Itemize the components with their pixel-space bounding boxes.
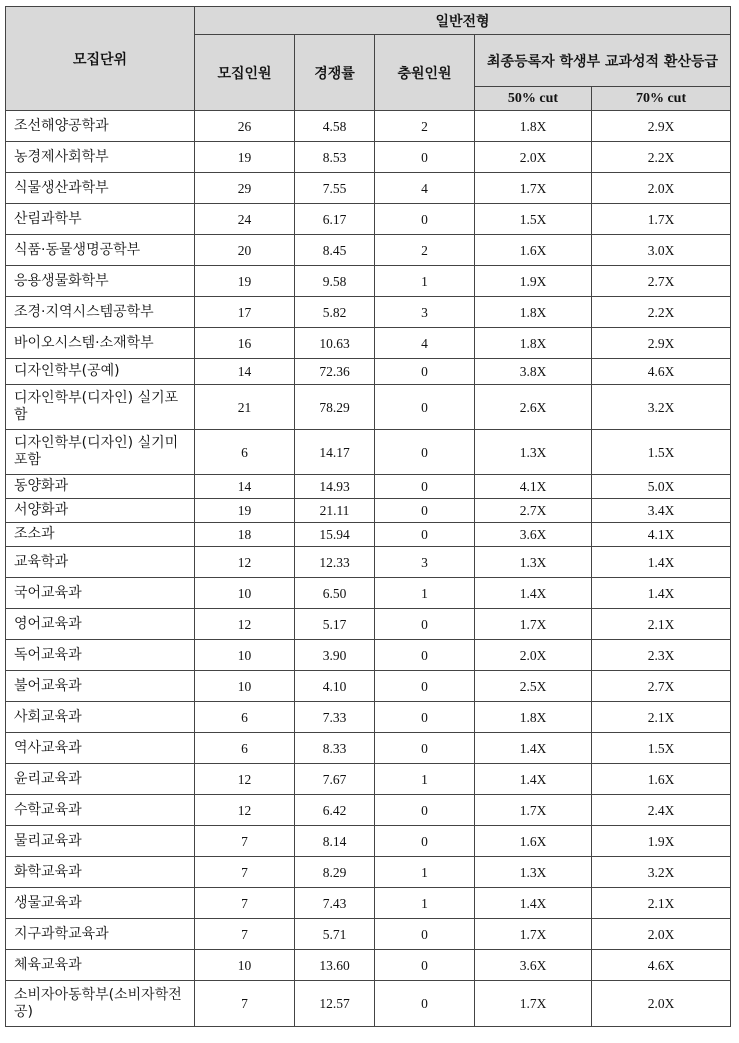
- cell-cut70: 3.2X: [592, 857, 731, 888]
- cell-recruit: 7: [195, 857, 295, 888]
- cell-cut70: 2.9X: [592, 111, 731, 142]
- table-row: [6, 111, 731, 142]
- cell-recruit: 7: [195, 919, 295, 950]
- table-row: [6, 702, 731, 733]
- table-row: [6, 359, 731, 385]
- cell-unit: 소비자아동학부(소비자학전공): [6, 981, 195, 1027]
- cell-unit: 농경제사회학부: [6, 142, 195, 173]
- cell-recruit: 12: [195, 795, 295, 826]
- table-row: [6, 640, 731, 671]
- cell-cut50: 1.3X: [475, 430, 592, 475]
- cell-unit: 지구과학교육과: [6, 919, 195, 950]
- table-row: [6, 950, 731, 981]
- cell-competition: 8.33: [295, 733, 375, 764]
- cell-additional: 4: [375, 328, 475, 359]
- table-row: [6, 733, 731, 764]
- cell-cut50: 1.4X: [475, 764, 592, 795]
- cell-cut70: 2.2X: [592, 142, 731, 173]
- cell-cut70: 5.0X: [592, 475, 731, 499]
- cell-additional: 0: [375, 523, 475, 547]
- cell-recruit: 7: [195, 826, 295, 857]
- cell-recruit: 6: [195, 733, 295, 764]
- table-row: [6, 173, 731, 204]
- cell-competition: 7.33: [295, 702, 375, 733]
- table-body: [6, 111, 731, 1027]
- table-row: [6, 235, 731, 266]
- cell-cut50: 1.6X: [475, 826, 592, 857]
- cell-unit: 조선해양공학과: [6, 111, 195, 142]
- table-row: [6, 142, 731, 173]
- cell-cut50: 1.8X: [475, 328, 592, 359]
- cell-unit: 식품·동물생명공학부: [6, 235, 195, 266]
- cell-cut70: 2.9X: [592, 328, 731, 359]
- cell-cut50: 1.8X: [475, 111, 592, 142]
- cell-cut50: 1.8X: [475, 702, 592, 733]
- table-row: [6, 578, 731, 609]
- cell-cut50: 3.6X: [475, 523, 592, 547]
- cell-competition: 4.58: [295, 111, 375, 142]
- cell-unit: 디자인학부(공예): [6, 359, 195, 385]
- cell-additional: 0: [375, 475, 475, 499]
- cell-cut70: 4.6X: [592, 359, 731, 385]
- cell-unit: 체육교육과: [6, 950, 195, 981]
- cell-recruit: 12: [195, 764, 295, 795]
- cell-cut70: 2.7X: [592, 266, 731, 297]
- table-row: [6, 297, 731, 328]
- cell-recruit: 12: [195, 609, 295, 640]
- header-cut50: 50% cut: [475, 87, 592, 111]
- table-row: [6, 609, 731, 640]
- cell-recruit: 10: [195, 578, 295, 609]
- cell-unit: 조경·지역시스템공학부: [6, 297, 195, 328]
- cell-additional: 0: [375, 919, 475, 950]
- cell-cut50: 1.4X: [475, 888, 592, 919]
- table-row: [6, 547, 731, 578]
- cell-competition: 4.10: [295, 671, 375, 702]
- cell-additional: 1: [375, 266, 475, 297]
- cell-recruit: 20: [195, 235, 295, 266]
- header-competition: 경쟁률: [295, 35, 375, 111]
- cell-cut50: 1.8X: [475, 297, 592, 328]
- cell-competition: 21.11: [295, 499, 375, 523]
- cell-additional: 2: [375, 235, 475, 266]
- cell-unit: 서양화과: [6, 499, 195, 523]
- cell-unit: 산림과학부: [6, 204, 195, 235]
- cell-competition: 9.58: [295, 266, 375, 297]
- table-row: [6, 888, 731, 919]
- cell-competition: 8.14: [295, 826, 375, 857]
- cell-additional: 1: [375, 857, 475, 888]
- cell-unit: 바이오시스템·소재학부: [6, 328, 195, 359]
- cell-unit: 생물교육과: [6, 888, 195, 919]
- cell-competition: 3.90: [295, 640, 375, 671]
- cell-cut50: 3.8X: [475, 359, 592, 385]
- cell-additional: 1: [375, 578, 475, 609]
- cell-competition: 5.71: [295, 919, 375, 950]
- table-row: [6, 385, 731, 430]
- cell-additional: 0: [375, 142, 475, 173]
- cell-unit: 응용생물화학부: [6, 266, 195, 297]
- cell-cut70: 2.0X: [592, 981, 731, 1027]
- cell-recruit: 10: [195, 640, 295, 671]
- cell-cut70: 4.6X: [592, 950, 731, 981]
- table-row: [6, 919, 731, 950]
- cell-competition: 8.29: [295, 857, 375, 888]
- cell-unit: 윤리교육과: [6, 764, 195, 795]
- cell-competition: 13.60: [295, 950, 375, 981]
- cell-recruit: 7: [195, 981, 295, 1027]
- table-row: [6, 328, 731, 359]
- table-row: [6, 857, 731, 888]
- cell-cut70: 1.4X: [592, 547, 731, 578]
- cell-cut70: 3.4X: [592, 499, 731, 523]
- cell-additional: 0: [375, 795, 475, 826]
- cell-cut70: 3.2X: [592, 385, 731, 430]
- cell-additional: 0: [375, 359, 475, 385]
- admission-table: [5, 6, 731, 1027]
- cell-competition: 78.29: [295, 385, 375, 430]
- cell-competition: 8.45: [295, 235, 375, 266]
- header-cut70: 70% cut: [592, 87, 731, 111]
- cell-competition: 10.63: [295, 328, 375, 359]
- cell-recruit: 19: [195, 499, 295, 523]
- cell-recruit: 18: [195, 523, 295, 547]
- cell-recruit: 10: [195, 950, 295, 981]
- cell-cut50: 1.3X: [475, 547, 592, 578]
- cell-cut70: 2.4X: [592, 795, 731, 826]
- cell-cut50: 2.6X: [475, 385, 592, 430]
- cell-recruit: 10: [195, 671, 295, 702]
- cell-cut70: 1.4X: [592, 578, 731, 609]
- cell-unit: 교육학과: [6, 547, 195, 578]
- table-row: [6, 266, 731, 297]
- cell-recruit: 7: [195, 888, 295, 919]
- table-row: [6, 204, 731, 235]
- cell-cut50: 1.3X: [475, 857, 592, 888]
- cell-cut50: 1.7X: [475, 609, 592, 640]
- cell-cut50: 2.0X: [475, 142, 592, 173]
- table-row: [6, 430, 731, 475]
- cell-cut50: 1.4X: [475, 578, 592, 609]
- cell-recruit: 26: [195, 111, 295, 142]
- cell-recruit: 6: [195, 430, 295, 475]
- cell-competition: 12.57: [295, 981, 375, 1027]
- cell-cut70: 1.5X: [592, 430, 731, 475]
- cell-additional: 0: [375, 826, 475, 857]
- cell-cut70: 2.0X: [592, 919, 731, 950]
- cell-cut70: 2.2X: [592, 297, 731, 328]
- cell-cut50: 2.7X: [475, 499, 592, 523]
- cell-additional: 0: [375, 430, 475, 475]
- cell-cut50: 1.7X: [475, 919, 592, 950]
- cell-recruit: 14: [195, 475, 295, 499]
- cell-cut70: 2.1X: [592, 888, 731, 919]
- table-header: [6, 7, 731, 111]
- table-row: [6, 826, 731, 857]
- cell-cut50: 1.4X: [475, 733, 592, 764]
- table-row: [6, 671, 731, 702]
- cell-cut50: 4.1X: [475, 475, 592, 499]
- cell-additional: 0: [375, 950, 475, 981]
- cell-unit: 화학교육과: [6, 857, 195, 888]
- cell-competition: 15.94: [295, 523, 375, 547]
- cell-competition: 7.67: [295, 764, 375, 795]
- header-grade: 최종등록자 학생부 교과성적 환산등급: [475, 35, 731, 87]
- cell-unit: 조소과: [6, 523, 195, 547]
- cell-recruit: 29: [195, 173, 295, 204]
- cell-cut70: 3.0X: [592, 235, 731, 266]
- cell-additional: 3: [375, 297, 475, 328]
- cell-cut50: 1.7X: [475, 173, 592, 204]
- cell-competition: 6.42: [295, 795, 375, 826]
- cell-cut70: 2.1X: [592, 609, 731, 640]
- cell-additional: 0: [375, 702, 475, 733]
- cell-recruit: 19: [195, 266, 295, 297]
- cell-cut70: 2.7X: [592, 671, 731, 702]
- cell-additional: 0: [375, 733, 475, 764]
- cell-competition: 6.17: [295, 204, 375, 235]
- cell-unit: 영어교육과: [6, 609, 195, 640]
- cell-competition: 12.33: [295, 547, 375, 578]
- cell-competition: 8.53: [295, 142, 375, 173]
- cell-additional: 1: [375, 888, 475, 919]
- cell-cut50: 1.6X: [475, 235, 592, 266]
- cell-cut70: 1.5X: [592, 733, 731, 764]
- cell-competition: 6.50: [295, 578, 375, 609]
- cell-additional: 0: [375, 981, 475, 1027]
- cell-additional: 0: [375, 499, 475, 523]
- table-row: [6, 523, 731, 547]
- cell-competition: 14.17: [295, 430, 375, 475]
- cell-competition: 72.36: [295, 359, 375, 385]
- cell-competition: 5.82: [295, 297, 375, 328]
- cell-cut70: 2.3X: [592, 640, 731, 671]
- cell-unit: 물리교육과: [6, 826, 195, 857]
- cell-cut50: 3.6X: [475, 950, 592, 981]
- cell-cut70: 2.1X: [592, 702, 731, 733]
- cell-cut50: 1.5X: [475, 204, 592, 235]
- cell-additional: 0: [375, 204, 475, 235]
- cell-unit: 국어교육과: [6, 578, 195, 609]
- cell-additional: 0: [375, 640, 475, 671]
- cell-additional: 1: [375, 764, 475, 795]
- header-unit: 모집단위: [6, 7, 195, 111]
- table-row: [6, 475, 731, 499]
- cell-recruit: 6: [195, 702, 295, 733]
- cell-competition: 14.93: [295, 475, 375, 499]
- cell-cut50: 1.7X: [475, 981, 592, 1027]
- cell-cut50: 1.9X: [475, 266, 592, 297]
- header-group: 일반전형: [195, 7, 731, 35]
- header-additional: 충원인원: [375, 35, 475, 111]
- header-recruit: 모집인원: [195, 35, 295, 111]
- cell-unit: 수학교육과: [6, 795, 195, 826]
- table-row: [6, 764, 731, 795]
- cell-unit: 디자인학부(디자인) 실기포함: [6, 385, 195, 430]
- cell-recruit: 14: [195, 359, 295, 385]
- cell-unit: 사회교육과: [6, 702, 195, 733]
- cell-cut70: 1.7X: [592, 204, 731, 235]
- cell-additional: 3: [375, 547, 475, 578]
- table-row: [6, 981, 731, 1027]
- cell-recruit: 17: [195, 297, 295, 328]
- table-row: [6, 499, 731, 523]
- cell-unit: 불어교육과: [6, 671, 195, 702]
- cell-additional: 4: [375, 173, 475, 204]
- cell-cut70: 4.1X: [592, 523, 731, 547]
- cell-unit: 역사교육과: [6, 733, 195, 764]
- cell-additional: 0: [375, 671, 475, 702]
- cell-cut50: 2.5X: [475, 671, 592, 702]
- cell-cut70: 1.9X: [592, 826, 731, 857]
- cell-cut50: 1.7X: [475, 795, 592, 826]
- table-row: [6, 795, 731, 826]
- cell-competition: 7.43: [295, 888, 375, 919]
- cell-cut70: 2.0X: [592, 173, 731, 204]
- cell-unit: 독어교육과: [6, 640, 195, 671]
- cell-recruit: 24: [195, 204, 295, 235]
- cell-recruit: 16: [195, 328, 295, 359]
- cell-additional: 0: [375, 385, 475, 430]
- cell-additional: 2: [375, 111, 475, 142]
- cell-recruit: 12: [195, 547, 295, 578]
- cell-recruit: 19: [195, 142, 295, 173]
- cell-competition: 5.17: [295, 609, 375, 640]
- cell-recruit: 21: [195, 385, 295, 430]
- cell-unit: 식물생산과학부: [6, 173, 195, 204]
- cell-additional: 0: [375, 609, 475, 640]
- cell-unit: 동양화과: [6, 475, 195, 499]
- cell-competition: 7.55: [295, 173, 375, 204]
- cell-unit: 디자인학부(디자인) 실기미포함: [6, 430, 195, 475]
- cell-cut70: 1.6X: [592, 764, 731, 795]
- cell-cut50: 2.0X: [475, 640, 592, 671]
